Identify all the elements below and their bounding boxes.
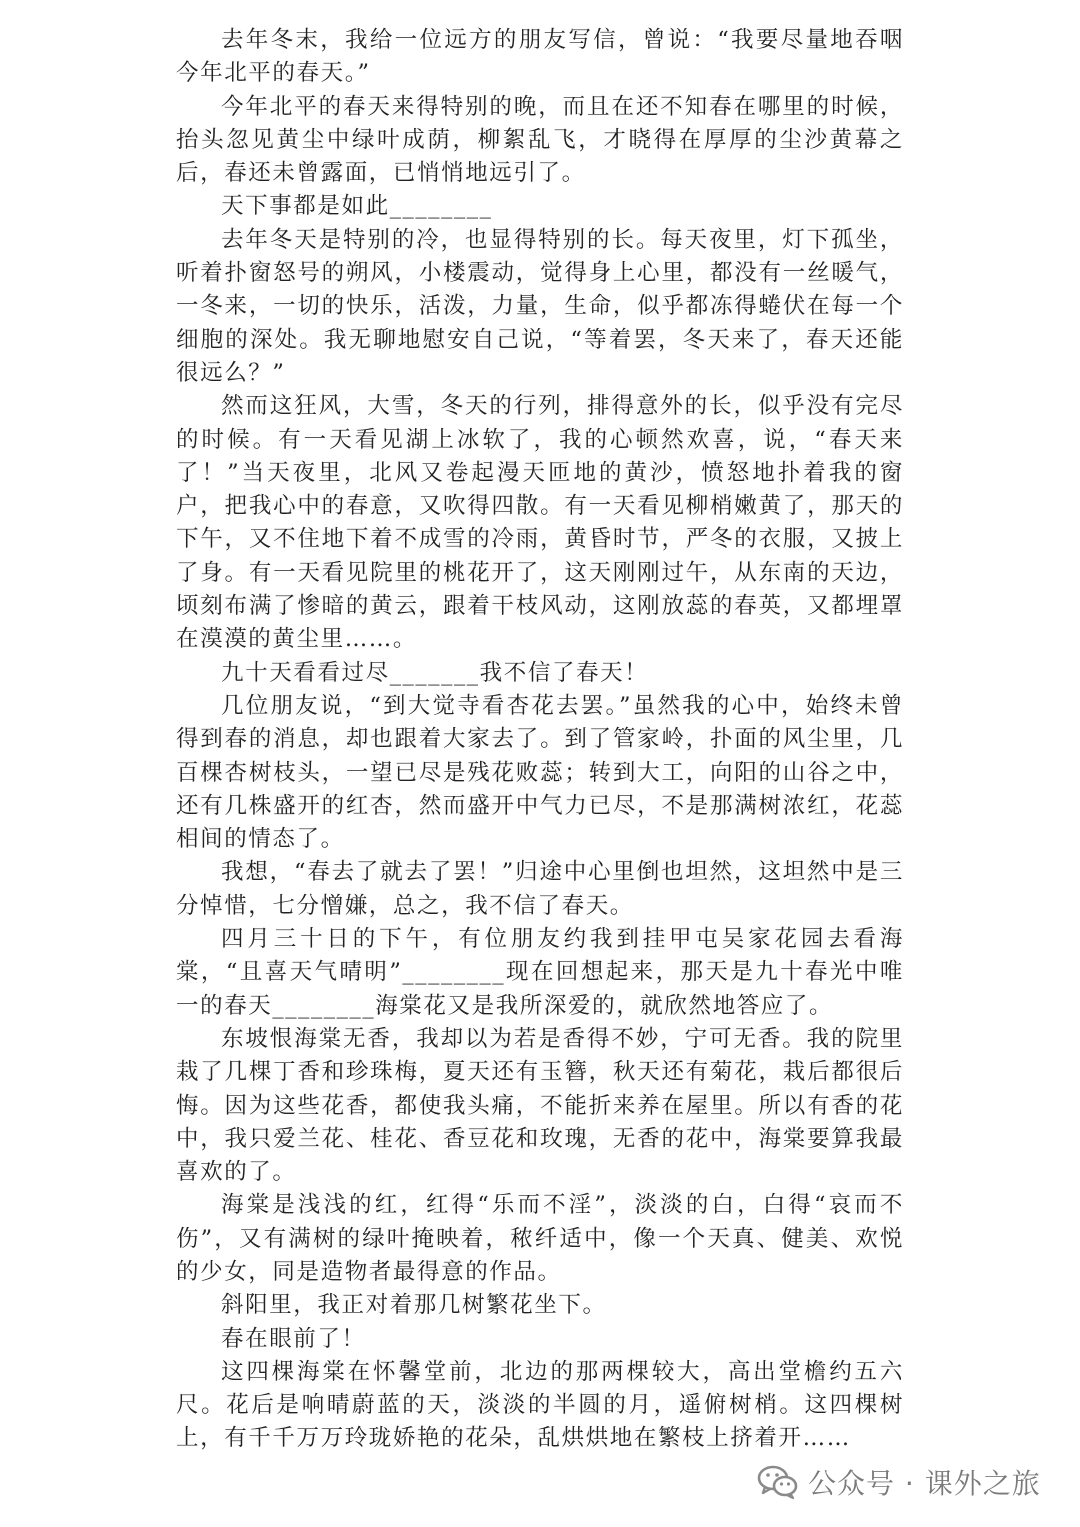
paragraph-4: 去年冬天是特别的冷，也显得特别的长。每天夜里，灯下孤坐，听着扑窗怒号的朔风，小楼震动，觉得身上心里，都没有一丝暖气，一冬来，一切的快乐，活泼，力量，生命，似乎都冻得蜷伏在每一个细胞的深处。我无聊地慰安自己说，“等着罢，冬天来了，春天还能很远么？” bbox=[176, 226, 904, 386]
paragraph-8: 我想，“春去了就去了罢！”归途中心里倒也坦然，这坦然中是三分悼惜，七分憎嫌，总之，我不信了春天。 bbox=[176, 859, 904, 919]
paragraph-11: 海棠是浅浅的红，红得“乐而不淫”，淡淡的白，白得“哀而不伤”，又有满树的绿叶掩映着，秾纤适中，像一个天真、健美、欢悦的少女，同是造物者最得意的作品。 bbox=[176, 1192, 904, 1285]
paragraph-10: 东坡恨海棠无香，我却以为若是香得不妙，宁可无香。我的院里栽了几棵丁香和珍珠梅，夏天还有玉簪，秋天还有菊花，栽后都很后悔。因为这些花香，都使我头痛，不能折来养在屋里。所以有香的花中，我只爱兰花、桂花、香豆花和玫瑰，无香的花中，海棠要算我最喜欢的了。 bbox=[176, 1025, 904, 1186]
paragraph-2: 今年北平的春天来得特别的晚，而且在还不知春在哪里的时候，抬头忽见黄尘中绿叶成荫，柳絮乱飞，才晓得在厚厚的尘沙黄幕之后，春还未曾露面，已悄悄地远引了。 bbox=[176, 93, 904, 187]
paragraph-12: 斜阳里，我正对着那几树繁花坐下。 bbox=[221, 1292, 607, 1319]
watermark-text: 公众号 · 课外之旅 bbox=[808, 1467, 1041, 1500]
paragraph-3: 天下事都是如此________ bbox=[221, 193, 493, 220]
watermark bbox=[756, 1458, 1041, 1506]
wechat-icon bbox=[756, 1462, 800, 1502]
paragraph-13: 春在眼前了！ bbox=[221, 1325, 366, 1352]
paragraph-14: 这四棵海棠在怀馨堂前，北边的那两棵较大，高出堂檐约五六尺。花后是响晴蔚蓝的天，淡淡的半圆的月，遥俯树梢。这四棵树上，有千千万万玲珑娇艳的花朵，乱烘烘地在繁枝上挤着开…… bbox=[176, 1358, 904, 1452]
paragraph-6: 九十天看看过尽_______我不信了春天！ bbox=[221, 659, 649, 686]
paragraph-5: 然而这狂风，大雪，冬天的行列，排得意外的长，似乎没有完尽的时候。有一天看见湖上冰软了，我的心顿然欢喜，说，“春天来了！”当天夜里，北风又卷起漫天匝地的黄沙，愤怒地扑着我的窗户，把我心中的春意，又吹得四散。有一天看见柳梢嫩黄了，那天的下午，又不住地下着不成雪的冷雨，黄昏时节，严冬的衣服，又披上了身。有一天看见院里的桃花开了，这天刚刚过午，从东南的天边，顷刻布满了惨暗的黄云，跟着干枝风动，这刚放蕊的春英，又都埋罩在漠漠的黄尘里……。 bbox=[176, 393, 904, 653]
article-body bbox=[176, 24, 904, 1456]
paragraph-9: 四月三十日的下午，有位朋友约我到挂甲屯吴家花园去看海棠，“且喜天气晴明”________现在回想起来，那天是九十春光中唯一的春天________海棠花又是我所深爱的，就欣然地答应了。 bbox=[176, 926, 904, 1019]
paragraph-1: 去年冬末，我给一位远方的朋友写信，曾说：“我要尽量地吞咽今年北平的春天。” bbox=[176, 27, 904, 87]
paragraph-7: 几位朋友说，“到大觉寺看杏花去罢。”虽然我的心中，始终未曾得到春的消息，却也跟着大家去了。到了管家岭，扑面的风尘里，几百棵杏树枝头，一望已尽是残花败蕊；转到大工，向阳的山谷之中，还有几株盛开的红杏，然而盛开中气力已尽，不是那满树浓红，花蕊相间的情态了。 bbox=[176, 692, 904, 853]
